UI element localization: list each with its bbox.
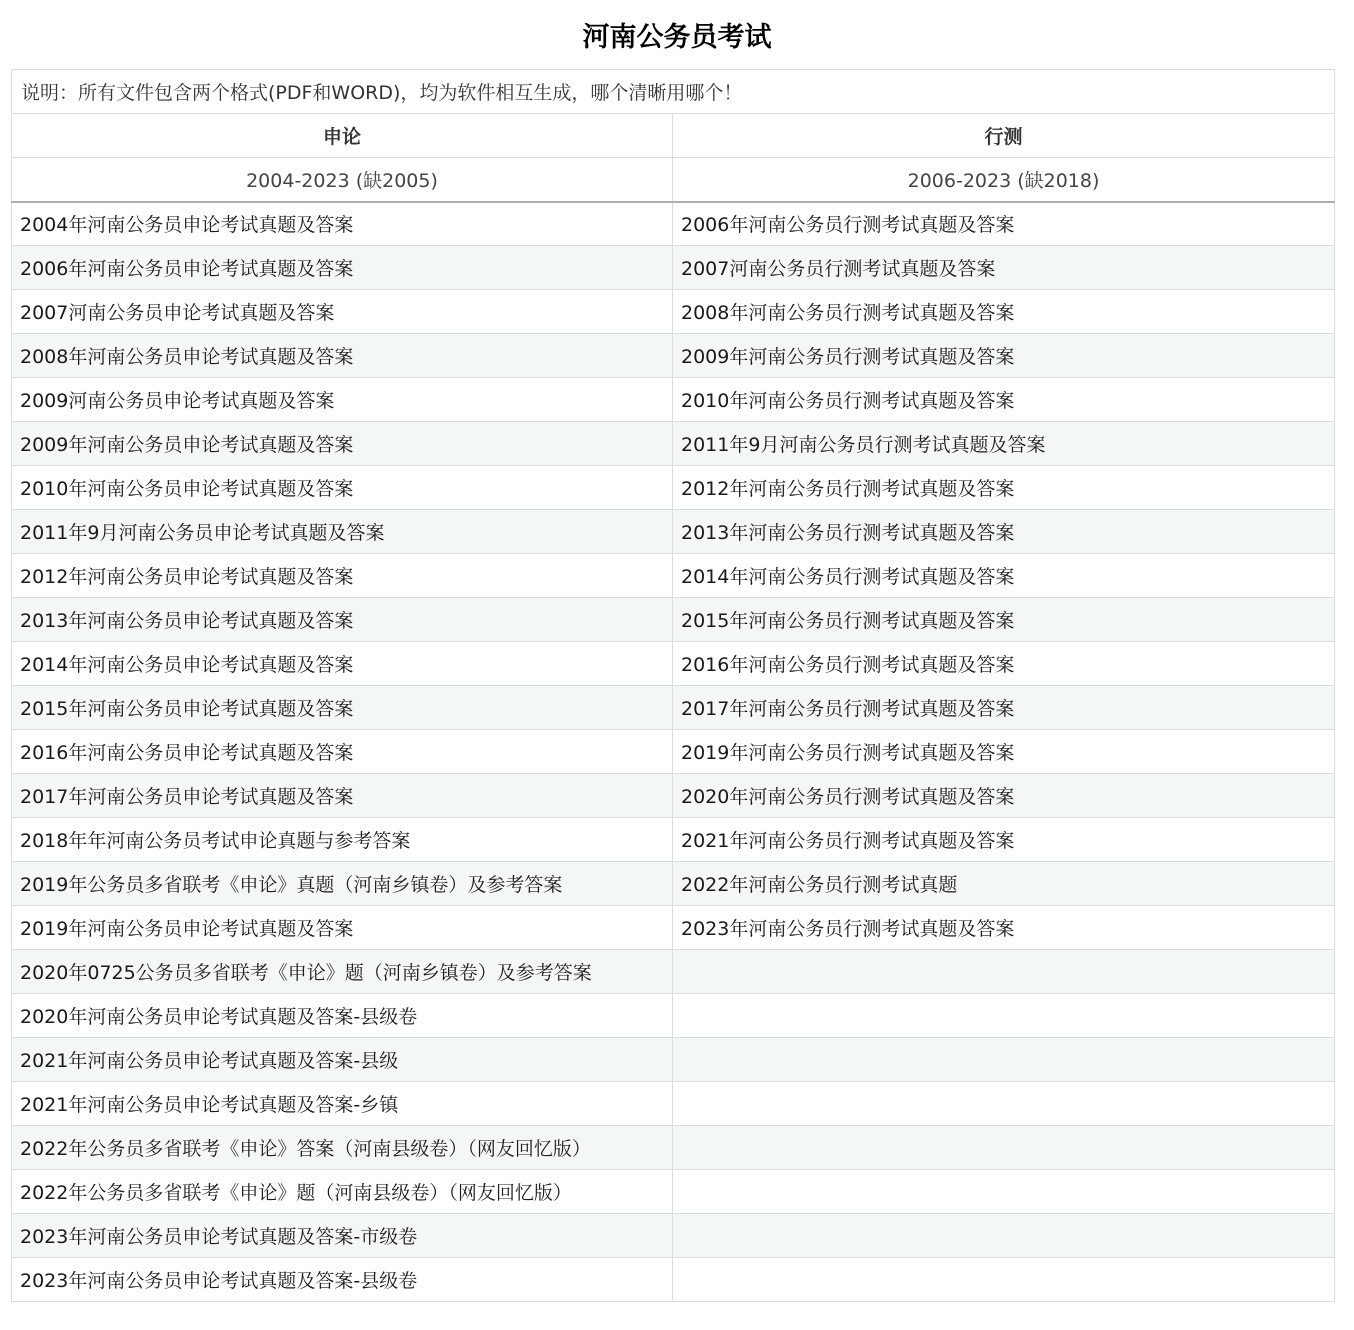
table-row bbox=[12, 950, 1335, 994]
page-title: 河南公务员考试 bbox=[582, 22, 772, 53]
xingce-file-link[interactable]: 2008年河南公务员行测考试真题及答案 bbox=[673, 290, 1335, 334]
table-row bbox=[12, 1038, 1335, 1082]
shenlun-file-link[interactable]: 2008年河南公务员申论考试真题及答案 bbox=[12, 334, 673, 378]
xingce-file-link[interactable]: 2013年河南公务员行测考试真题及答案 bbox=[673, 510, 1335, 554]
shenlun-file-link[interactable]: 2017年河南公务员申论考试真题及答案 bbox=[12, 774, 673, 818]
table-row bbox=[12, 378, 1335, 422]
xingce-file-link[interactable]: 2010年河南公务员行测考试真题及答案 bbox=[673, 378, 1335, 422]
shenlun-file-link[interactable]: 2010年河南公务员申论考试真题及答案 bbox=[12, 466, 673, 510]
shenlun-file-link[interactable]: 2009年河南公务员申论考试真题及答案 bbox=[12, 422, 673, 466]
table-row bbox=[12, 510, 1335, 554]
xingce-file-link[interactable]: 2023年河南公务员行测考试真题及答案 bbox=[673, 906, 1335, 950]
xingce-file-link[interactable]: 2012年河南公务员行测考试真题及答案 bbox=[673, 466, 1335, 510]
shenlun-file-link[interactable]: 2023年河南公务员申论考试真题及答案-市级卷 bbox=[12, 1214, 673, 1258]
xingce-file-link[interactable]: 2020年河南公务员行测考试真题及答案 bbox=[673, 774, 1335, 818]
shenlun-file-link[interactable]: 2020年河南公务员申论考试真题及答案-县级卷 bbox=[12, 994, 673, 1038]
table-row bbox=[12, 202, 1335, 246]
note-row bbox=[12, 70, 1335, 114]
xingce-file-link[interactable]: 2016年河南公务员行测考试真题及答案 bbox=[673, 642, 1335, 686]
xingce-file-link[interactable]: 2014年河南公务员行测考试真题及答案 bbox=[673, 554, 1335, 598]
table-row bbox=[12, 642, 1335, 686]
xingce-file-link[interactable]: 2007河南公务员行测考试真题及答案 bbox=[673, 246, 1335, 290]
xingce-file-link[interactable]: 2015年河南公务员行测考试真题及答案 bbox=[673, 598, 1335, 642]
table-row bbox=[12, 1082, 1335, 1126]
shenlun-file-link[interactable]: 2004年河南公务员申论考试真题及答案 bbox=[12, 202, 673, 246]
shenlun-file-link[interactable]: 2015年河南公务员申论考试真题及答案 bbox=[12, 686, 673, 730]
xingce-file-link[interactable]: 2009年河南公务员行测考试真题及答案 bbox=[673, 334, 1335, 378]
shenlun-file-link[interactable]: 2018年年河南公务员考试申论真题与参考答案 bbox=[12, 818, 673, 862]
xingce-file-link[interactable]: 2022年河南公务员行测考试真题 bbox=[673, 862, 1335, 906]
table-row bbox=[12, 1258, 1335, 1302]
year-range-xingce: 2006-2023 (缺2018) bbox=[673, 158, 1335, 202]
shenlun-file-link[interactable]: 2012年河南公务员申论考试真题及答案 bbox=[12, 554, 673, 598]
xingce-file-link[interactable]: 2011年9月河南公务员行测考试真题及答案 bbox=[673, 422, 1335, 466]
file-list bbox=[12, 202, 1335, 1302]
empty-cell bbox=[673, 950, 1335, 994]
exam-table bbox=[11, 69, 1335, 1302]
table-row bbox=[12, 1126, 1335, 1170]
year-range-row bbox=[12, 158, 1335, 202]
note-text: 说明：所有文件包含两个格式(PDF和WORD)，均为软件相互生成，哪个清晰用哪个！ bbox=[12, 70, 1335, 114]
shenlun-file-link[interactable]: 2022年公务员多省联考《申论》答案（河南县级卷）（网友回忆版） bbox=[12, 1126, 673, 1170]
shenlun-file-link[interactable]: 2011年9月河南公务员申论考试真题及答案 bbox=[12, 510, 673, 554]
empty-cell bbox=[673, 1126, 1335, 1170]
xingce-file-link[interactable]: 2021年河南公务员行测考试真题及答案 bbox=[673, 818, 1335, 862]
shenlun-file-link[interactable]: 2013年河南公务员申论考试真题及答案 bbox=[12, 598, 673, 642]
table-row bbox=[12, 334, 1335, 378]
table-row bbox=[12, 994, 1335, 1038]
table-row bbox=[12, 422, 1335, 466]
shenlun-file-link[interactable]: 2020年0725公务员多省联考《申论》题（河南乡镇卷）及参考答案 bbox=[12, 950, 673, 994]
table-row bbox=[12, 290, 1335, 334]
table-row bbox=[12, 906, 1335, 950]
shenlun-file-link[interactable]: 2019年公务员多省联考《申论》真题（河南乡镇卷）及参考答案 bbox=[12, 862, 673, 906]
empty-cell bbox=[673, 1258, 1335, 1302]
shenlun-file-link[interactable]: 2007河南公务员申论考试真题及答案 bbox=[12, 290, 673, 334]
xingce-file-link[interactable]: 2019年河南公务员行测考试真题及答案 bbox=[673, 730, 1335, 774]
table-row bbox=[12, 466, 1335, 510]
table-row bbox=[12, 862, 1335, 906]
xingce-file-link[interactable]: 2017年河南公务员行测考试真题及答案 bbox=[673, 686, 1335, 730]
shenlun-file-link[interactable]: 2021年河南公务员申论考试真题及答案-乡镇 bbox=[12, 1082, 673, 1126]
table-row bbox=[12, 1170, 1335, 1214]
shenlun-file-link[interactable]: 2016年河南公务员申论考试真题及答案 bbox=[12, 730, 673, 774]
shenlun-file-link[interactable]: 2023年河南公务员申论考试真题及答案-县级卷 bbox=[12, 1258, 673, 1302]
empty-cell bbox=[673, 1082, 1335, 1126]
table-row bbox=[12, 1214, 1335, 1258]
empty-cell bbox=[673, 1214, 1335, 1258]
shenlun-file-link[interactable]: 2021年河南公务员申论考试真题及答案-县级 bbox=[12, 1038, 673, 1082]
table-row bbox=[12, 818, 1335, 862]
table-row bbox=[12, 730, 1335, 774]
year-range-shenlun: 2004-2023 (缺2005) bbox=[12, 158, 673, 202]
shenlun-file-link[interactable]: 2006年河南公务员申论考试真题及答案 bbox=[12, 246, 673, 290]
exam-table-container bbox=[11, 69, 1334, 1302]
table-row bbox=[12, 554, 1335, 598]
table-row bbox=[12, 686, 1335, 730]
shenlun-file-link[interactable]: 2022年公务员多省联考《申论》题（河南县级卷）（网友回忆版） bbox=[12, 1170, 673, 1214]
column-header-xingce: 行测 bbox=[673, 114, 1335, 158]
empty-cell bbox=[673, 994, 1335, 1038]
column-header-shenlun: 申论 bbox=[12, 114, 673, 158]
empty-cell bbox=[673, 1038, 1335, 1082]
table-row bbox=[12, 598, 1335, 642]
shenlun-file-link[interactable]: 2014年河南公务员申论考试真题及答案 bbox=[12, 642, 673, 686]
xingce-file-link[interactable]: 2006年河南公务员行测考试真题及答案 bbox=[673, 202, 1335, 246]
table-row bbox=[12, 246, 1335, 290]
empty-cell bbox=[673, 1170, 1335, 1214]
table-row bbox=[12, 774, 1335, 818]
column-header-row bbox=[12, 114, 1335, 158]
shenlun-file-link[interactable]: 2019年河南公务员申论考试真题及答案 bbox=[12, 906, 673, 950]
shenlun-file-link[interactable]: 2009河南公务员申论考试真题及答案 bbox=[12, 378, 673, 422]
